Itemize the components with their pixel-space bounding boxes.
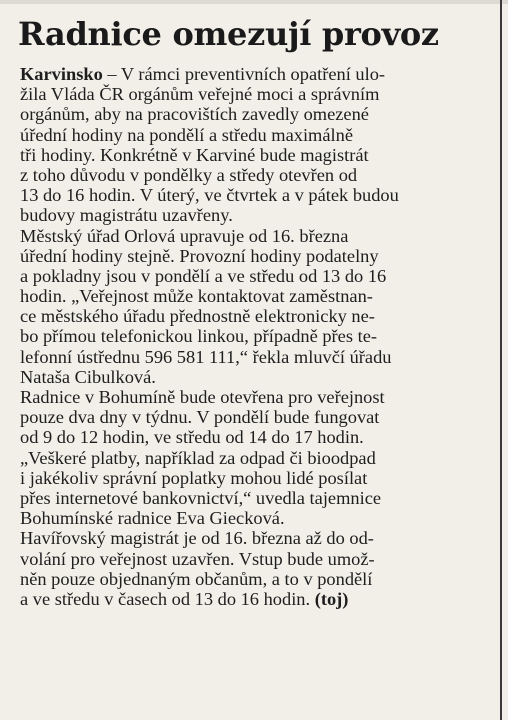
body-line-2: žila Vláda ČR orgánům veřejné moci a správním <box>20 84 380 105</box>
article-headline: Radnice omezují provoz <box>18 15 439 53</box>
body-line-23: Bohumínské radnice Eva Giecková. <box>20 508 285 529</box>
body-line-3: orgánům, aby na pracovištích zavedly omezené <box>20 104 369 125</box>
body-line-15: lefonní ústřednu 596 581 111,“ řekla mluvčí úřadu <box>20 346 392 367</box>
column-rule <box>500 0 502 720</box>
body-line-24: Havířovský magistrát je od 16. března až do od- <box>20 528 374 549</box>
body-line-1-text: – V rámci preventivních opatření ulo- <box>102 64 386 84</box>
body-line-19: od 9 do 12 hodin, ve středu od 14 do 17 hodin. <box>20 427 364 448</box>
body-line-5: tři hodiny. Konkrétně v Karviné bude magistrát <box>20 144 369 165</box>
author-byline: (toj) <box>314 588 349 609</box>
body-line-8: budovy magistrátu uzavřeny. <box>20 205 233 226</box>
body-line-18: pouze dva dny v týdnu. V pondělí bude fungovat <box>20 407 380 428</box>
body-line-14: bo přímou telefonickou linkou, případně přes te- <box>20 326 377 347</box>
body-line-25: volání pro veřejnost uzavřen. Vstup bude umož- <box>20 548 375 569</box>
body-line-27-text: a ve středu v časech od 13 do 16 hodin. <box>20 588 315 609</box>
body-line-13: ce městského úřadu přednostně elektronicky ne- <box>20 306 375 327</box>
body-line-17: Radnice v Bohumíně bude otevřena pro veřejnost <box>20 387 385 407</box>
body-line-26: něn pouze objednaným občanům, a to v pondělí <box>20 568 373 589</box>
body-line-11: a pokladny jsou v pondělí a ve středu od 13 do 16 <box>20 265 387 286</box>
body-line-1 <box>20 64 480 84</box>
body-line-7: 13 do 16 hodin. V úterý, ve čtvrtek a v pátek budou <box>20 185 399 206</box>
article-body <box>20 64 480 609</box>
body-line-12: hodin. „Veřejnost může kontaktovat zaměstnan- <box>20 286 373 307</box>
body-line-6: z toho důvodu v pondělky a středy otevřen od <box>20 164 358 185</box>
body-line-22: přes internetové bankovnictví,“ uvedla tajemnice <box>20 487 382 508</box>
body-line-9: Městský úřad Orlová upravuje od 16. března <box>20 225 349 246</box>
location-lead: Karvinsko <box>20 64 103 84</box>
body-line-27 <box>20 589 480 609</box>
body-line-10: úřední hodiny stejně. Provozní hodiny podatelny <box>20 245 379 266</box>
top-edge <box>0 0 508 4</box>
body-line-20: „Veškeré platby, například za odpad či bioodpad <box>20 447 376 468</box>
body-line-4: úřední hodiny na pondělí a středu maximálně <box>20 124 353 145</box>
body-line-21: i jakékoliv správní poplatky mohou lidé posílat <box>20 467 368 488</box>
body-line-16: Nataša Cibulková. <box>20 366 156 387</box>
